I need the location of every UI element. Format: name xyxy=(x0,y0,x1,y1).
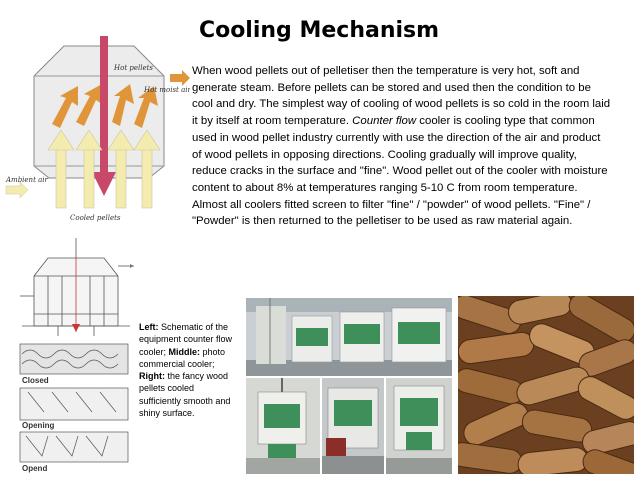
wood-pellets-photo xyxy=(458,296,634,474)
caption-right-label: Right: xyxy=(139,371,165,382)
caption-left-text: Schematic of the equipment counter flow cooler; xyxy=(139,322,233,357)
cooled-pellets-label: Cooled pellets xyxy=(70,214,121,222)
caption-middle-label: Middle: xyxy=(168,346,201,357)
page-title: Cooling Mechanism xyxy=(198,18,440,43)
opening-label: Opening xyxy=(22,421,55,430)
caption-right-text: the fancy wood pellets cooled sufficiently smooth and shiny surface. xyxy=(139,371,231,419)
cooler-photo-bottom-middle xyxy=(322,378,384,474)
equipment-schematic xyxy=(18,236,140,473)
paragraph-italic-term: Counter flow xyxy=(352,115,417,128)
caption-left-label: Left: xyxy=(139,322,159,332)
closed-label: Closed xyxy=(22,376,49,385)
figure-caption xyxy=(139,321,237,419)
paragraph-part-1: When wood pellets out of pelletiser then the temperature is very hot, soft and generate steam. Before pellets can be stored and used then the condition to be cool and dry. The simplest way of cooling of wood pellets is so cold in the room laid it by itself at room temperature. xyxy=(192,65,611,128)
hot-moist-air-label: Hot moist air xyxy=(144,86,190,94)
ambient-air-label: Ambient air xyxy=(6,176,48,184)
counter-flow-diagram xyxy=(4,36,190,236)
paragraph-part-2: cooler is cooling type that common used in wood pellet industry currently with use the direction of the air and product of wood pellets in opposing directions. Cooling gradually will improve quality, reduce cracks in the surface and "fine". Wood pellet out of the cooler with moisture content to about 8% at temperatures ranging 5-10 C from room temperature. Almost all coolers fitted screen to filter "fine" / "powder" of wood pellets. "Fine" / "Powder" is then returned to the pelletiser to be used as raw material again. xyxy=(192,115,608,228)
hot-pellets-label: Hot pellets xyxy=(114,64,154,72)
opend-label: Opend xyxy=(22,464,48,473)
cooler-photo-top xyxy=(246,298,452,376)
cooler-photo-bottom-left xyxy=(246,378,320,474)
caption-middle-text: photo commercial cooler; xyxy=(139,346,226,369)
cooler-photo-bottom-right xyxy=(386,378,452,474)
description-paragraph xyxy=(192,63,612,230)
